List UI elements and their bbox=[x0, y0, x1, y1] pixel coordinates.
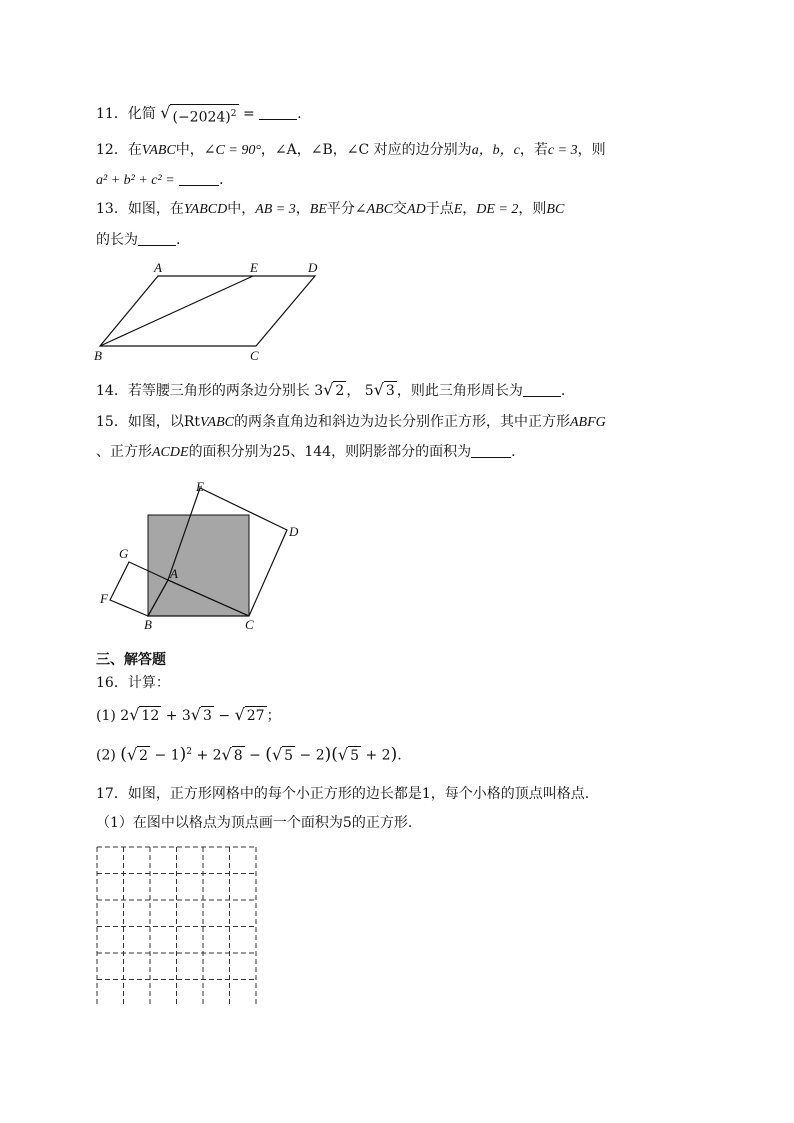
text: 在 bbox=[127, 142, 142, 158]
sqrt-3: √ 3 bbox=[373, 380, 395, 399]
period: . bbox=[297, 106, 302, 122]
label-a: A bbox=[170, 566, 178, 581]
parallelogram-name: YABCD bbox=[183, 202, 228, 217]
operator: + 2 bbox=[196, 747, 222, 764]
exponent: 2 bbox=[230, 109, 237, 119]
text: 的面积分别为25、144，则阴影部分的面积为 bbox=[188, 444, 472, 460]
triangle-name: VABC bbox=[141, 143, 176, 158]
question-12 bbox=[96, 140, 606, 161]
answer-blank[interactable] bbox=[179, 185, 219, 186]
radicand: 8 bbox=[233, 747, 243, 764]
operator: − bbox=[218, 708, 231, 724]
angle-abc: ∠ABC bbox=[354, 202, 394, 217]
text: ， bbox=[462, 201, 477, 217]
label-c: C bbox=[245, 617, 254, 632]
text: 若等腰三角形的两条边分别长 bbox=[127, 383, 310, 399]
period: . bbox=[219, 172, 224, 188]
coefficient: 5 bbox=[364, 383, 374, 399]
text: 如图，以 bbox=[127, 414, 184, 430]
segment-ad: AD bbox=[407, 202, 426, 217]
sqrt-12: √ 12 bbox=[129, 705, 160, 724]
answer-blank[interactable] bbox=[138, 245, 176, 246]
sqrt-8: √ 8 bbox=[221, 744, 243, 764]
radicand: 5 bbox=[284, 747, 294, 764]
period: . bbox=[511, 444, 516, 460]
text: ，∠A，∠B，∠C 对应的边分别为 bbox=[260, 142, 472, 158]
square-acde: ACDE bbox=[152, 445, 189, 460]
question-text: 化简 bbox=[127, 106, 156, 122]
sqrt-expression: √ $(-2024)^2$ bbox=[160, 103, 237, 126]
text: ， bbox=[295, 201, 310, 217]
operator: + 2 bbox=[365, 747, 391, 764]
question-16-part2: (2) ( √ 2 − 1)$^2$ + 2 √ 8 − ( √ 5 − 2)( √ 5 + 2). bbox=[96, 744, 402, 765]
triangle-name: VABC bbox=[200, 415, 234, 430]
operator: + 3 bbox=[165, 708, 191, 724]
section-heading: 三、解答题 bbox=[96, 652, 166, 668]
text: ，则 bbox=[518, 201, 547, 217]
semicolon: ； bbox=[266, 708, 281, 724]
text: ，若 bbox=[519, 142, 548, 158]
question-16-part1 bbox=[96, 706, 281, 726]
operator: − bbox=[249, 747, 261, 764]
shaded-square bbox=[148, 515, 249, 616]
point-e: E bbox=[453, 202, 463, 217]
radicand: (−2024) bbox=[172, 109, 231, 126]
label-d: D bbox=[308, 260, 318, 275]
operator: − 2 bbox=[299, 747, 325, 764]
question-number: 12． bbox=[96, 142, 128, 158]
sub-question-text: （1）在图中以格点为顶点画一个面积为5的正方形. bbox=[96, 815, 413, 831]
radicand: 27 bbox=[246, 708, 265, 724]
radicand: 3 bbox=[203, 708, 212, 724]
question-text: 计算： bbox=[127, 675, 170, 691]
side-names: a，b，c bbox=[471, 143, 520, 158]
question-13 bbox=[96, 199, 564, 220]
square-abfg: ABFG bbox=[569, 415, 606, 430]
question-number: 14． bbox=[96, 383, 128, 399]
period: . bbox=[176, 232, 181, 248]
part-label: (2) bbox=[96, 747, 116, 764]
period: . bbox=[560, 383, 566, 399]
sqrt-2: √ 2 bbox=[126, 744, 149, 764]
sqrt-2: √ 2 bbox=[323, 380, 345, 399]
text: 、正方形 bbox=[96, 444, 152, 460]
label-g: G bbox=[119, 546, 129, 561]
parallelogram-figure bbox=[90, 258, 340, 366]
question-11 bbox=[96, 104, 302, 127]
text: 的长为 bbox=[96, 232, 138, 248]
radicand: 2 bbox=[139, 747, 149, 764]
question-17 bbox=[96, 784, 589, 804]
question-12-line2 bbox=[96, 170, 224, 191]
answer-blank[interactable] bbox=[471, 457, 511, 458]
text: ，则 bbox=[577, 142, 606, 158]
text: 平分 bbox=[326, 201, 355, 217]
sqrt-27: √ 27 bbox=[234, 705, 265, 724]
squares-figure bbox=[90, 474, 320, 636]
question-text: 如图，正方形网格中的每个小正方形的边长都是1，每个小格的顶点叫格点. bbox=[127, 786, 590, 802]
question-number: 16． bbox=[96, 675, 128, 691]
operator: − 1 bbox=[154, 747, 180, 764]
coefficient: 3 bbox=[314, 383, 324, 399]
radicand: 5 bbox=[350, 747, 360, 764]
label-b: B bbox=[144, 617, 152, 632]
segment-de: DE = 2 bbox=[476, 202, 519, 217]
label-f: F bbox=[100, 591, 108, 606]
period: . bbox=[397, 747, 402, 764]
segment-ab: AB = 3 bbox=[255, 202, 296, 217]
question-14 bbox=[96, 381, 565, 401]
radicand: 12 bbox=[141, 708, 160, 724]
text: ，则此三角形周长为 bbox=[396, 383, 523, 399]
radicand: 3 bbox=[385, 383, 395, 399]
angle-condition: ∠C = 90° bbox=[203, 143, 261, 158]
label-c: C bbox=[250, 348, 259, 363]
radicand: 2 bbox=[335, 383, 345, 399]
coefficient: 2 bbox=[120, 708, 130, 724]
text: 如图，在 bbox=[127, 201, 184, 217]
segment-bc: BC bbox=[546, 202, 565, 217]
separator: ， bbox=[346, 383, 361, 399]
answer-blank[interactable] bbox=[259, 119, 297, 120]
question-number: 13． bbox=[96, 201, 128, 217]
label-e: E bbox=[250, 260, 258, 275]
question-16 bbox=[96, 673, 170, 693]
text: 于点 bbox=[425, 201, 454, 217]
question-17-part1 bbox=[96, 813, 412, 833]
question-13-line2 bbox=[96, 230, 180, 250]
label-a: A bbox=[154, 260, 162, 275]
label-d: D bbox=[289, 524, 299, 539]
sum-of-squares-expression: a² + b² + c² = bbox=[96, 173, 175, 188]
text: 中， bbox=[227, 201, 256, 217]
segment-be-line bbox=[100, 276, 253, 346]
sqrt-3: √ 3 bbox=[190, 705, 212, 724]
label-e: E bbox=[196, 479, 204, 494]
question-15-line2 bbox=[96, 442, 516, 463]
question-number: 15． bbox=[96, 414, 128, 430]
text: 中， bbox=[175, 142, 204, 158]
question-number: 17． bbox=[96, 786, 128, 802]
question-15 bbox=[96, 412, 606, 433]
right-triangle-prefix: Rt bbox=[183, 414, 200, 430]
dashed-grid[interactable] bbox=[95, 845, 260, 1005]
sqrt-5: √ 5 bbox=[271, 744, 294, 764]
sqrt-5: √ 5 bbox=[337, 744, 360, 764]
question-number: 11． bbox=[96, 106, 128, 122]
part-label: (1) bbox=[96, 708, 116, 724]
answer-blank[interactable] bbox=[523, 396, 561, 397]
text: 交 bbox=[393, 201, 408, 217]
segment-be: BE bbox=[309, 202, 327, 217]
text: 的两条直角边和斜边为边长分别作正方形，其中正方形 bbox=[233, 414, 570, 430]
equals-sign: = bbox=[242, 106, 255, 122]
side-value: c = 3 bbox=[547, 143, 578, 158]
parallelogram-abcd bbox=[100, 276, 315, 346]
label-b: B bbox=[94, 348, 102, 363]
exponent: 2 bbox=[186, 747, 192, 757]
